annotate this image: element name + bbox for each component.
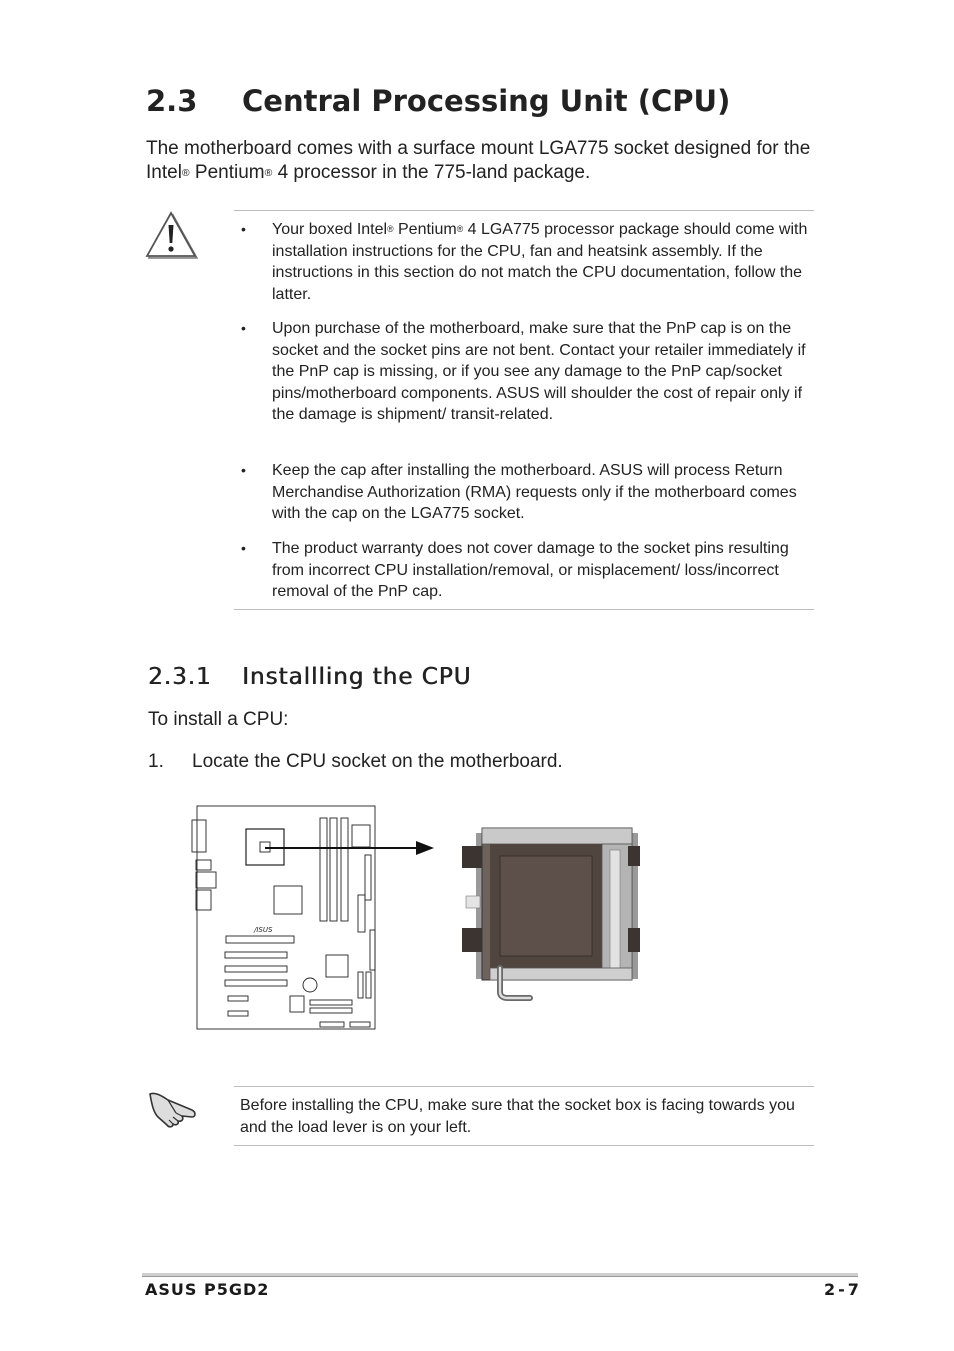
caution-text: Keep the cap after installing the motherboard. ASUS will process Return Merchandise Authorization (RMA) requests only if the motherboard comes with the cap on the LGA775 socket. (272, 462, 797, 523)
intro-text-1: The motherboard comes with a surface mount LGA775 socket designed for the Intel (146, 138, 811, 183)
note-box (234, 1086, 814, 1146)
step-number: 1. (148, 751, 164, 772)
caution-text: Pentium (393, 221, 457, 238)
registered-mark: ® (181, 167, 190, 179)
footer-product-name: ASUS P5GD2 (145, 1280, 270, 1299)
caution-item (241, 318, 817, 426)
caution-item (241, 219, 817, 305)
subsection-title (148, 664, 471, 690)
subsection-number: 2.3.1 (148, 664, 212, 690)
board-logo: /ISUS (254, 926, 273, 934)
bullet: • (241, 320, 246, 336)
pointing-hand-icon (146, 1086, 202, 1128)
footer-rule (142, 1273, 858, 1277)
caution-text: The product warranty does not cover damage to the socket pins resulting from incorrect CPU installation/removal, or misplacement/ loss/incorrect removal of the PnP cap. (272, 540, 789, 601)
section-title (146, 84, 730, 118)
caution-triangle-icon (144, 210, 198, 260)
bullet: • (241, 540, 246, 556)
caution-item (241, 460, 817, 525)
bullet: • (241, 462, 246, 478)
registered-mark: ® (387, 224, 394, 235)
motherboard-diagram (192, 806, 375, 1029)
pointer-arrow (265, 841, 434, 855)
note-text: Before installing the CPU, make sure that the socket box is facing towards you and the load lever is on your left. (240, 1097, 795, 1136)
caution-text: Your boxed Intel (272, 221, 388, 238)
caution-text: Upon purchase of the motherboard, make sure that the PnP cap is on the socket and the socket pins are not bent. Contact your retailer immediately if the PnP cap is missing, or if you see any damage to the PnP cap/socket pins/motherboard components. ASUS will shoulder the cost of repair only if the damage is shipment/ transit-related. (272, 320, 806, 424)
caution-box (234, 210, 814, 610)
footer-page-number: 2-7 (824, 1280, 862, 1299)
caution-text: 4 LGA775 processor package should come with installation instructions for the CPU, fan and heatsink assembly. If the instructions in this section do not match the CPU documentation, follow the latter. (272, 221, 808, 303)
step-text: Locate the CPU socket on the motherboard. (192, 751, 563, 772)
caution-item (241, 538, 817, 603)
lga775-socket-illustration (462, 828, 640, 998)
section-number: 2.3 (146, 84, 198, 118)
subsection-title-text: Installling the CPU (242, 664, 472, 690)
section-title-text: Central Processing Unit (CPU) (242, 84, 731, 118)
registered-mark: ® (264, 167, 273, 179)
step-1 (148, 751, 563, 773)
cpu-socket-figure (190, 800, 650, 1040)
intro-text-2: Pentium (189, 162, 265, 183)
intro-text-3: 4 processor in the 775-land package. (272, 162, 591, 183)
instruction-lead: To install a CPU: (148, 709, 289, 730)
bullet: • (241, 221, 246, 237)
intro-paragraph (146, 137, 826, 185)
registered-mark: ® (456, 224, 464, 235)
